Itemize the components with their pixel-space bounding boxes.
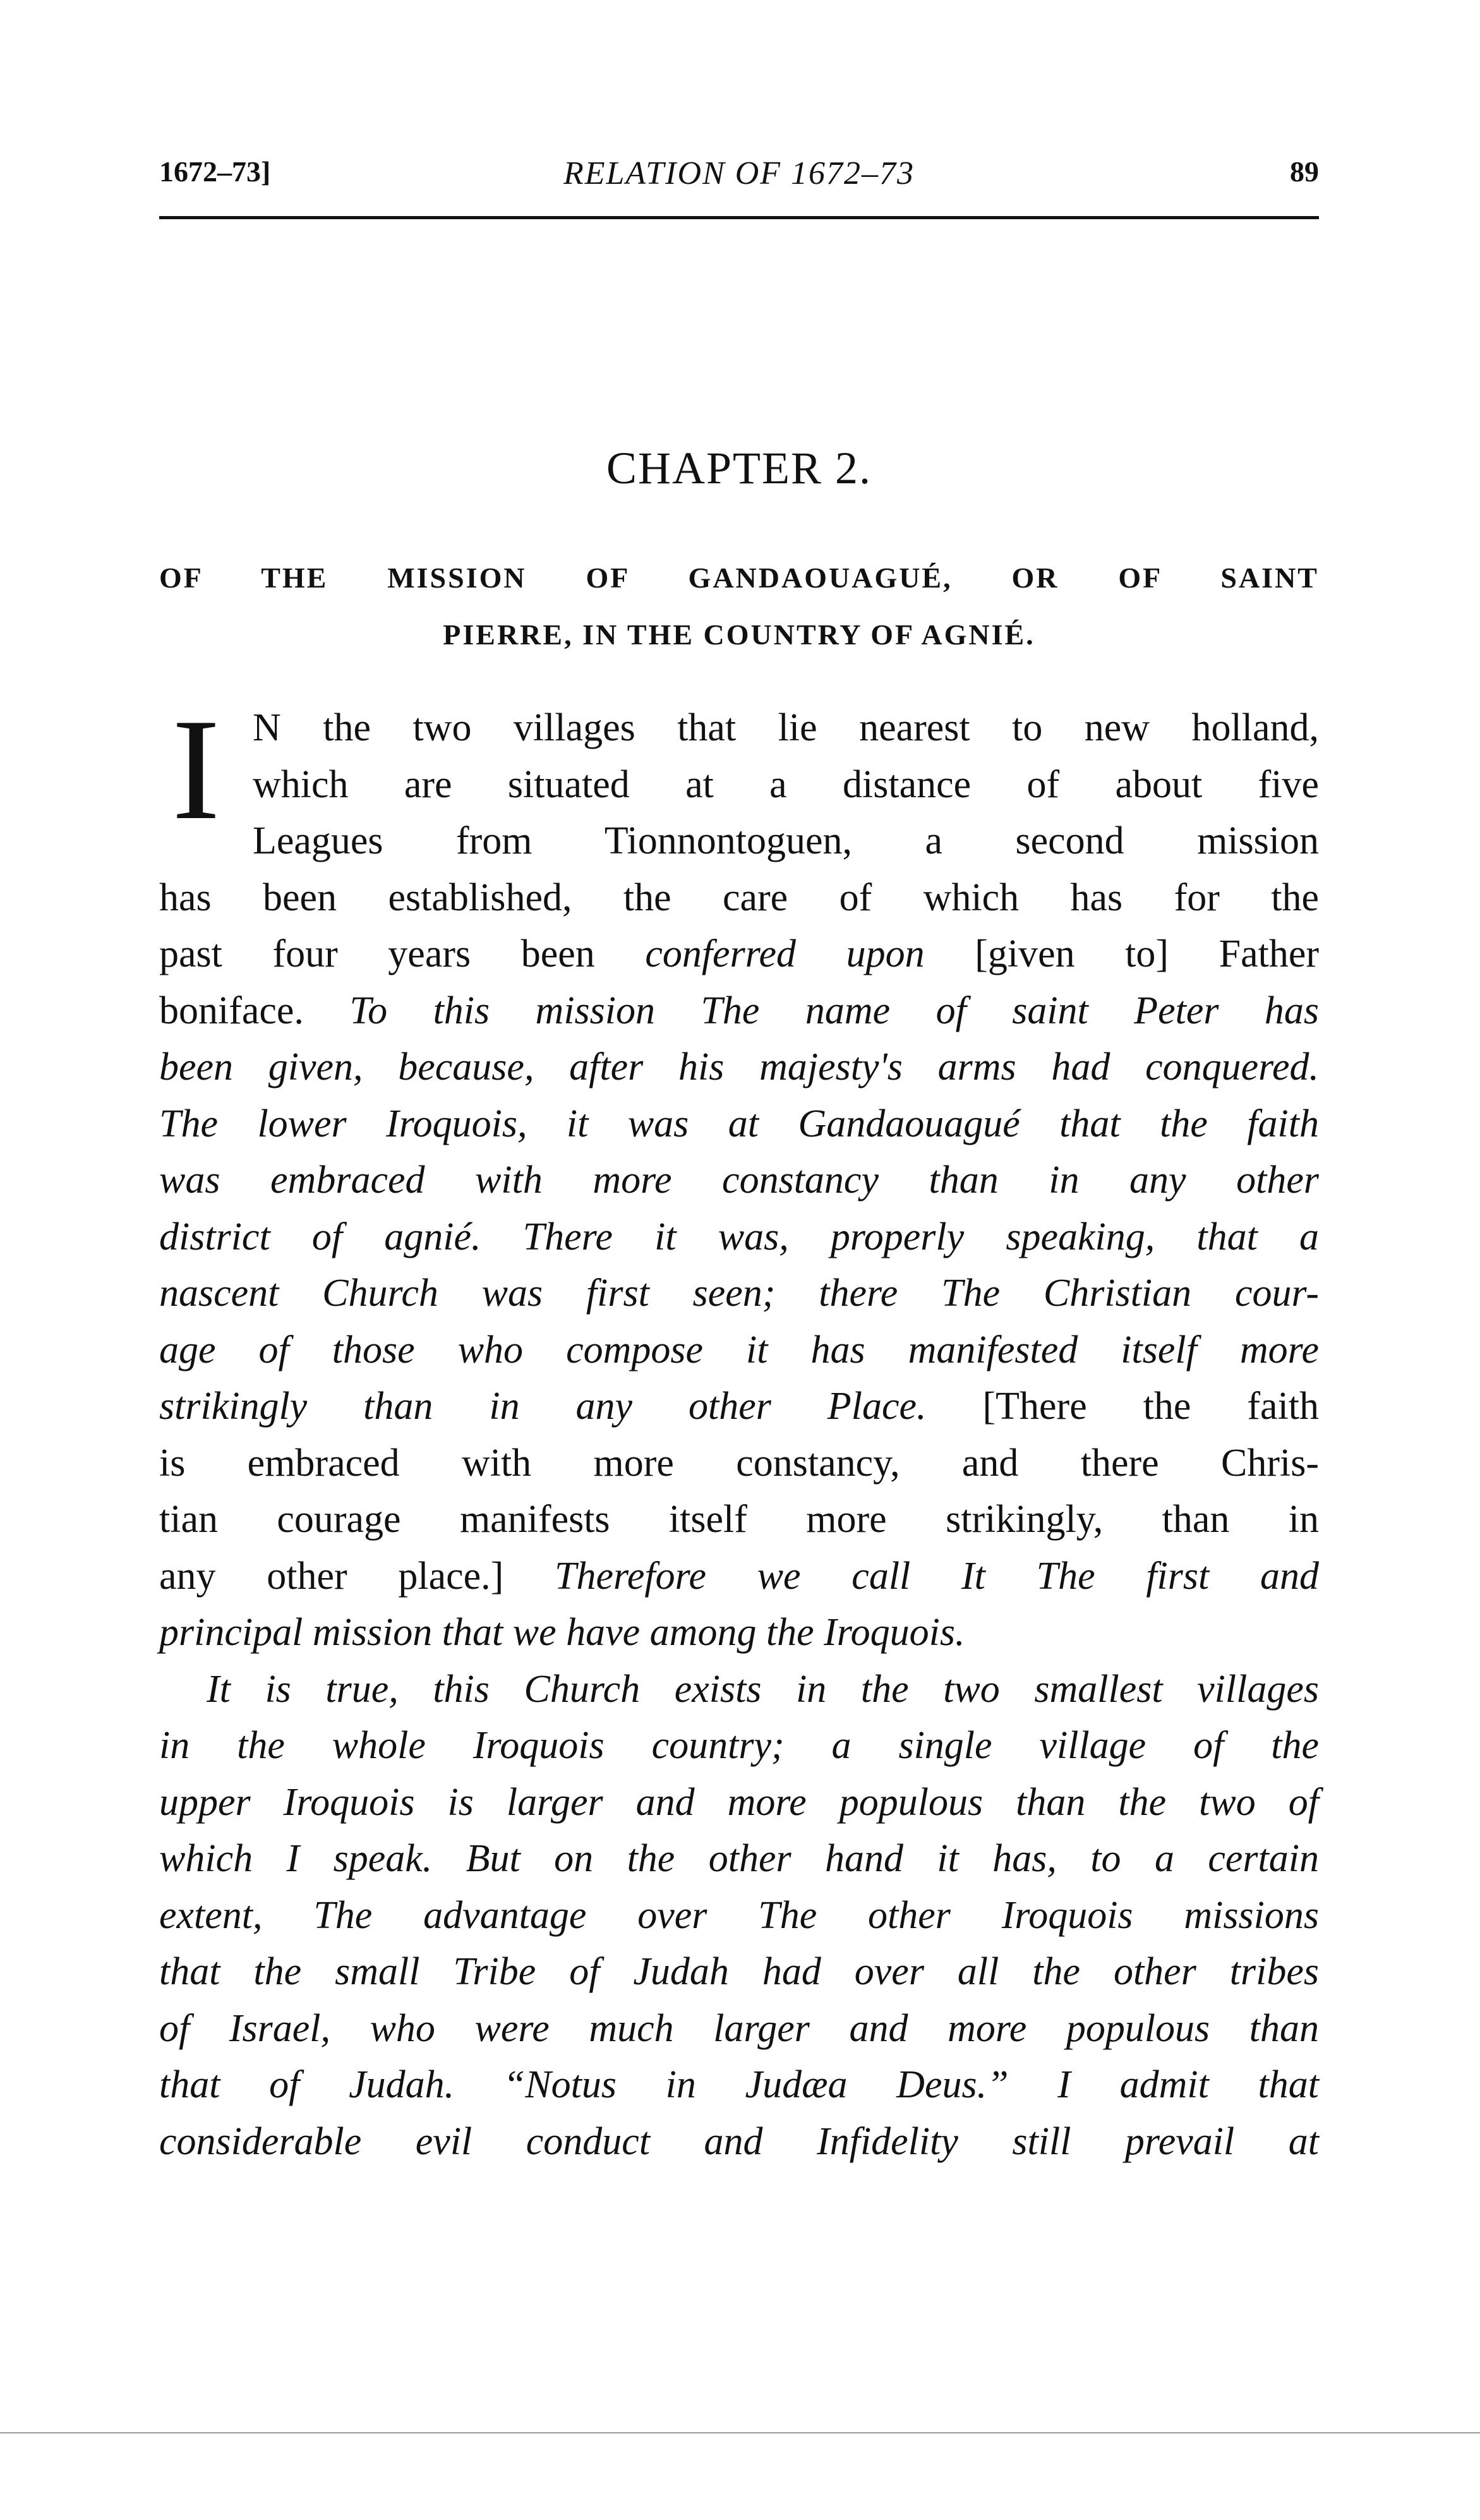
running-head bbox=[159, 155, 1319, 205]
page-number: 89 bbox=[1290, 155, 1319, 188]
text-line: considerable evil conduct and Infidelity still prevail at bbox=[159, 2119, 1319, 2163]
text-line: which are situated at a distance of about five bbox=[253, 763, 1319, 806]
chapter-title: CHAPTER 2. bbox=[606, 443, 872, 493]
running-head-title: RELATION OF 1672–73 bbox=[563, 155, 915, 191]
header-rule bbox=[159, 216, 1319, 219]
text-line: that of Judah. “Notus in Judæa Deus.” I admit that bbox=[159, 2063, 1319, 2106]
text-line: The lower Iroquois, it was at Gandaouagué that the faith bbox=[159, 1102, 1319, 1145]
text-line: N the two villages that lie nearest to new holland, bbox=[253, 706, 1319, 749]
text-line: been given, because, after his majesty's arms had conquered. bbox=[159, 1046, 1319, 1088]
chapter-subtitle-line-2: PIERRE, IN THE COUNTRY OF AGNIÉ. bbox=[443, 618, 1035, 651]
text-line: district of agnié. There it was, properly speaking, that a bbox=[159, 1215, 1319, 1258]
drop-cap: I bbox=[172, 689, 220, 850]
text-run: [There the faith bbox=[982, 1385, 1320, 1428]
text-line: principal mission that we have among the Iroquois. bbox=[159, 1611, 965, 1654]
text-line: has been established, the care of which has for the bbox=[159, 876, 1319, 919]
chapter-subtitle-line-1: OF THE MISSION OF GANDAOUAGUÉ, OR OF SAINT bbox=[159, 562, 1319, 594]
text-line: in the whole Iroquois country; a single village of the bbox=[159, 1724, 1319, 1767]
text-run: [given to] Father bbox=[975, 932, 1320, 975]
text-line: was embraced with more constancy than in any other bbox=[159, 1159, 1319, 1202]
text-line: age of those who compose it has manifested itself more bbox=[159, 1328, 1319, 1372]
text-line: Leagues from Tionnontoguen, a second mission bbox=[253, 819, 1319, 862]
text-line: nascent Church was first seen; there The Christian cour- bbox=[159, 1272, 1319, 1315]
bottom-rule bbox=[0, 2432, 1480, 2433]
running-head-left: 1672–73] bbox=[159, 155, 271, 188]
text-line bbox=[159, 983, 1319, 1040]
text-line: that the small Tribe of Judah had over all the other tribes bbox=[159, 1950, 1319, 1993]
text-line: is embraced with more constancy, and there Chris- bbox=[159, 1441, 1319, 1485]
text-line bbox=[159, 1548, 1319, 1605]
text-line bbox=[159, 1378, 1319, 1435]
text-line bbox=[159, 926, 1319, 983]
text-line: of Israel, who were much larger and more populous than bbox=[159, 2006, 1319, 2050]
chapter-subtitle bbox=[159, 550, 1319, 663]
text-run: any other place.] bbox=[159, 1554, 504, 1598]
text-run: Therefore we call It The first and bbox=[555, 1554, 1319, 1598]
text-line: extent, The advantage over The other Iroquois missions bbox=[159, 1893, 1319, 1937]
text-run: To this mission The name of saint Peter has bbox=[349, 989, 1320, 1032]
text-run: boniface. bbox=[159, 989, 304, 1032]
text-run: strikingly than in any other Place. bbox=[159, 1385, 927, 1428]
text-line: tian courage manifests itself more strikingly, than in bbox=[159, 1498, 1319, 1541]
text-line: upper Iroquois is larger and more populous than the two of bbox=[159, 1780, 1319, 1824]
text-run: past four years been bbox=[159, 932, 595, 975]
text-run: conferred upon bbox=[645, 932, 925, 975]
text-line: which I speak. But on the other hand it has, to a certain bbox=[159, 1837, 1319, 1880]
body-text bbox=[159, 689, 1320, 2170]
text-line: It is true, this Church exists in the two smallest villages bbox=[207, 1667, 1319, 1711]
